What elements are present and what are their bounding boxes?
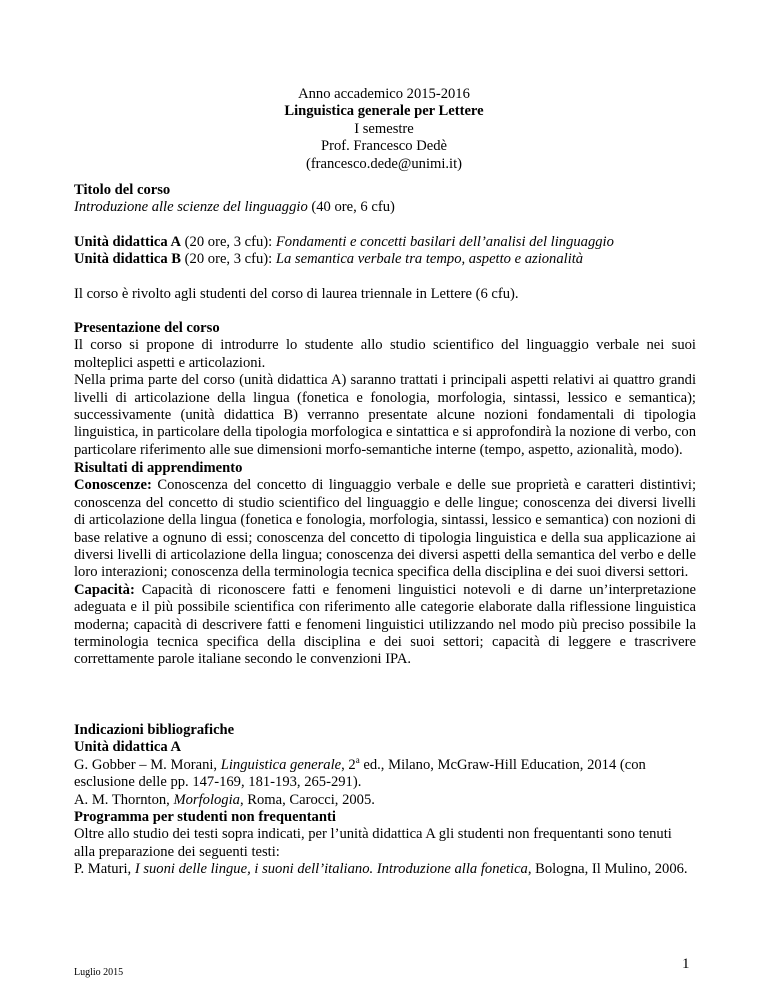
- conoscenze-label: Conoscenze:: [74, 477, 152, 494]
- nonfreq-text: Oltre allo studio dei testi sopra indicati, per l’unità didattica A gli studenti non frequentanti sono tenuti alla preparazione dei seguenti testi:: [74, 826, 672, 860]
- document-header: [0, 86, 768, 173]
- ref1-authors: G. Gobber – M. Morani,: [74, 756, 221, 773]
- ref2-authors: A. M. Thornton,: [74, 791, 174, 808]
- nonfreq-heading: Programma per studenti non frequentanti: [74, 809, 336, 826]
- audience-text: Il corso è rivolto agli studenti del corso di laurea triennale in Lettere (6 cfu).: [74, 286, 519, 302]
- bibliografia-unit-heading: Unità didattica A: [74, 739, 182, 756]
- bibliography-entry-gobber: [74, 754, 696, 792]
- unit-b-label: Unità didattica B: [74, 251, 182, 268]
- units-section: [74, 234, 696, 269]
- ref1-details: ed., Milano, McGraw-Hill Education, 2014 (con esclusione delle pp. 147-169, 181-193, 265-291).: [74, 756, 646, 791]
- unit-a-line: [74, 234, 696, 251]
- unit-a-label: Unità didattica A: [74, 234, 182, 250]
- unit-b-line: [74, 251, 696, 268]
- ref1-title: Linguistica generale: [220, 756, 342, 773]
- professor-name: Prof. Francesco Dedè: [320, 138, 448, 155]
- bibliografia-section: [74, 722, 696, 879]
- course-name: Introduzione alle scienze del linguaggio: [74, 199, 308, 216]
- capacita-paragraph: [74, 582, 696, 669]
- capacita-label: Capacità:: [74, 581, 135, 598]
- titolo-line: [74, 199, 696, 216]
- course-title: Linguistica generale per Lettere: [284, 103, 484, 120]
- ref3-title: I suoni delle lingue, i suoni dell’italiano. Introduzione alla fonetica: [134, 861, 528, 878]
- conoscenze-text: Conoscenza del concetto di linguaggio verbale e delle sue proprietà e caratteri distintivi; conoscenza del concetto di studio scientifico del linguaggio e delle lingue; conoscenza dei diversi livelli di articolazione della lingua (fonetica e fonologia, morfologia, sintassi, lessico e semantica) con nozioni di base relative a ognuno di essi; conoscenza del concetto di tipologia linguistica e della sua applicazione ai diversi livelli di articolazione della lingua; conoscenza dei diversi aspetti della semantica del verbo e delle loro interazioni; conoscenza della terminologia tecnica specifica della disciplina e dei suoi diversi settori.: [74, 477, 696, 581]
- capacita-text: Capacità di riconoscere fatti e fenomeni linguistici notevoli e di darne un’interpretazione adeguata e il più possibile scientifica con riferimento alle categorie elaborate dalla riflessione linguistica moderna; capacità di descrivere fatti e fenomeni linguistici utilizzando nel modo più preciso possibile la terminologia tecnica specifica della disciplina e dei suoi settori; capacità di leggere e trascrivere correttamente parole italiane secondo le convenzioni IPA.: [74, 581, 696, 668]
- ref1-edition: , 2: [341, 756, 356, 773]
- risultati-section: [74, 460, 696, 669]
- audience-section: [74, 286, 696, 303]
- titolo-heading: Titolo del corso: [74, 182, 171, 198]
- presentazione-p1: Il corso si propone di introdurre lo studente allo studio scientifico del linguaggio verbale nei suoi molteplici aspetti e articolazioni.: [74, 337, 696, 371]
- ref2-details: , Roma, Carocci, 2005.: [239, 791, 375, 808]
- titolo-section: [74, 182, 696, 217]
- ref3-authors: P. Maturi,: [74, 861, 135, 878]
- presentazione-heading: Presentazione del corso: [74, 320, 220, 336]
- presentazione-section: [74, 320, 696, 459]
- professor-email[interactable]: (francesco.dede@unimi.it): [305, 155, 463, 172]
- ref2-title: Morfologia: [173, 791, 240, 808]
- unit-b-hours: (20 ore, 3 cfu):: [181, 251, 276, 268]
- risultati-heading: Risultati di apprendimento: [74, 460, 243, 476]
- semester: I semestre: [354, 120, 414, 137]
- ref3-details: , Bologna, Il Mulino, 2006.: [527, 861, 688, 878]
- footer-date: Luglio 2015: [74, 967, 124, 978]
- bibliografia-heading: Indicazioni bibliografiche: [74, 722, 235, 738]
- bibliography-entry-maturi: [74, 861, 696, 878]
- conoscenze-paragraph: [74, 477, 696, 581]
- course-hours: (40 ore, 6 cfu): [307, 199, 395, 216]
- bibliography-entry-thornton: [74, 792, 696, 809]
- ref1-sup: a: [355, 754, 360, 765]
- unit-a-title: Fondamenti e concetti basilari dell’analisi del linguaggio: [275, 234, 614, 250]
- presentazione-p2: Nella prima parte del corso (unità didattica A) saranno trattati i principali aspetti relativi ai quattro grandi livelli di articolazione della lingua (fonetica e fonologia, morfologia, sintassi, lessico e semantica); successivamente (unità didattica B) verranno presentate alcune nozioni fondamentali di tipologia linguistica, in particolare della tipologia morfologica e sintattica e si approfondirà la nozione di verbo, con particolare riferimento alle sue dimensioni morfo-semantiche interne (tempo, aspetto, azionalità, modo).: [74, 372, 696, 458]
- page-number: 1: [682, 956, 690, 972]
- academic-year: Anno accademico 2015-2016: [298, 86, 470, 102]
- unit-a-hours: (20 ore, 3 cfu):: [181, 234, 276, 250]
- unit-b-title: La semantica verbale tra tempo, aspetto e azionalità: [275, 251, 584, 268]
